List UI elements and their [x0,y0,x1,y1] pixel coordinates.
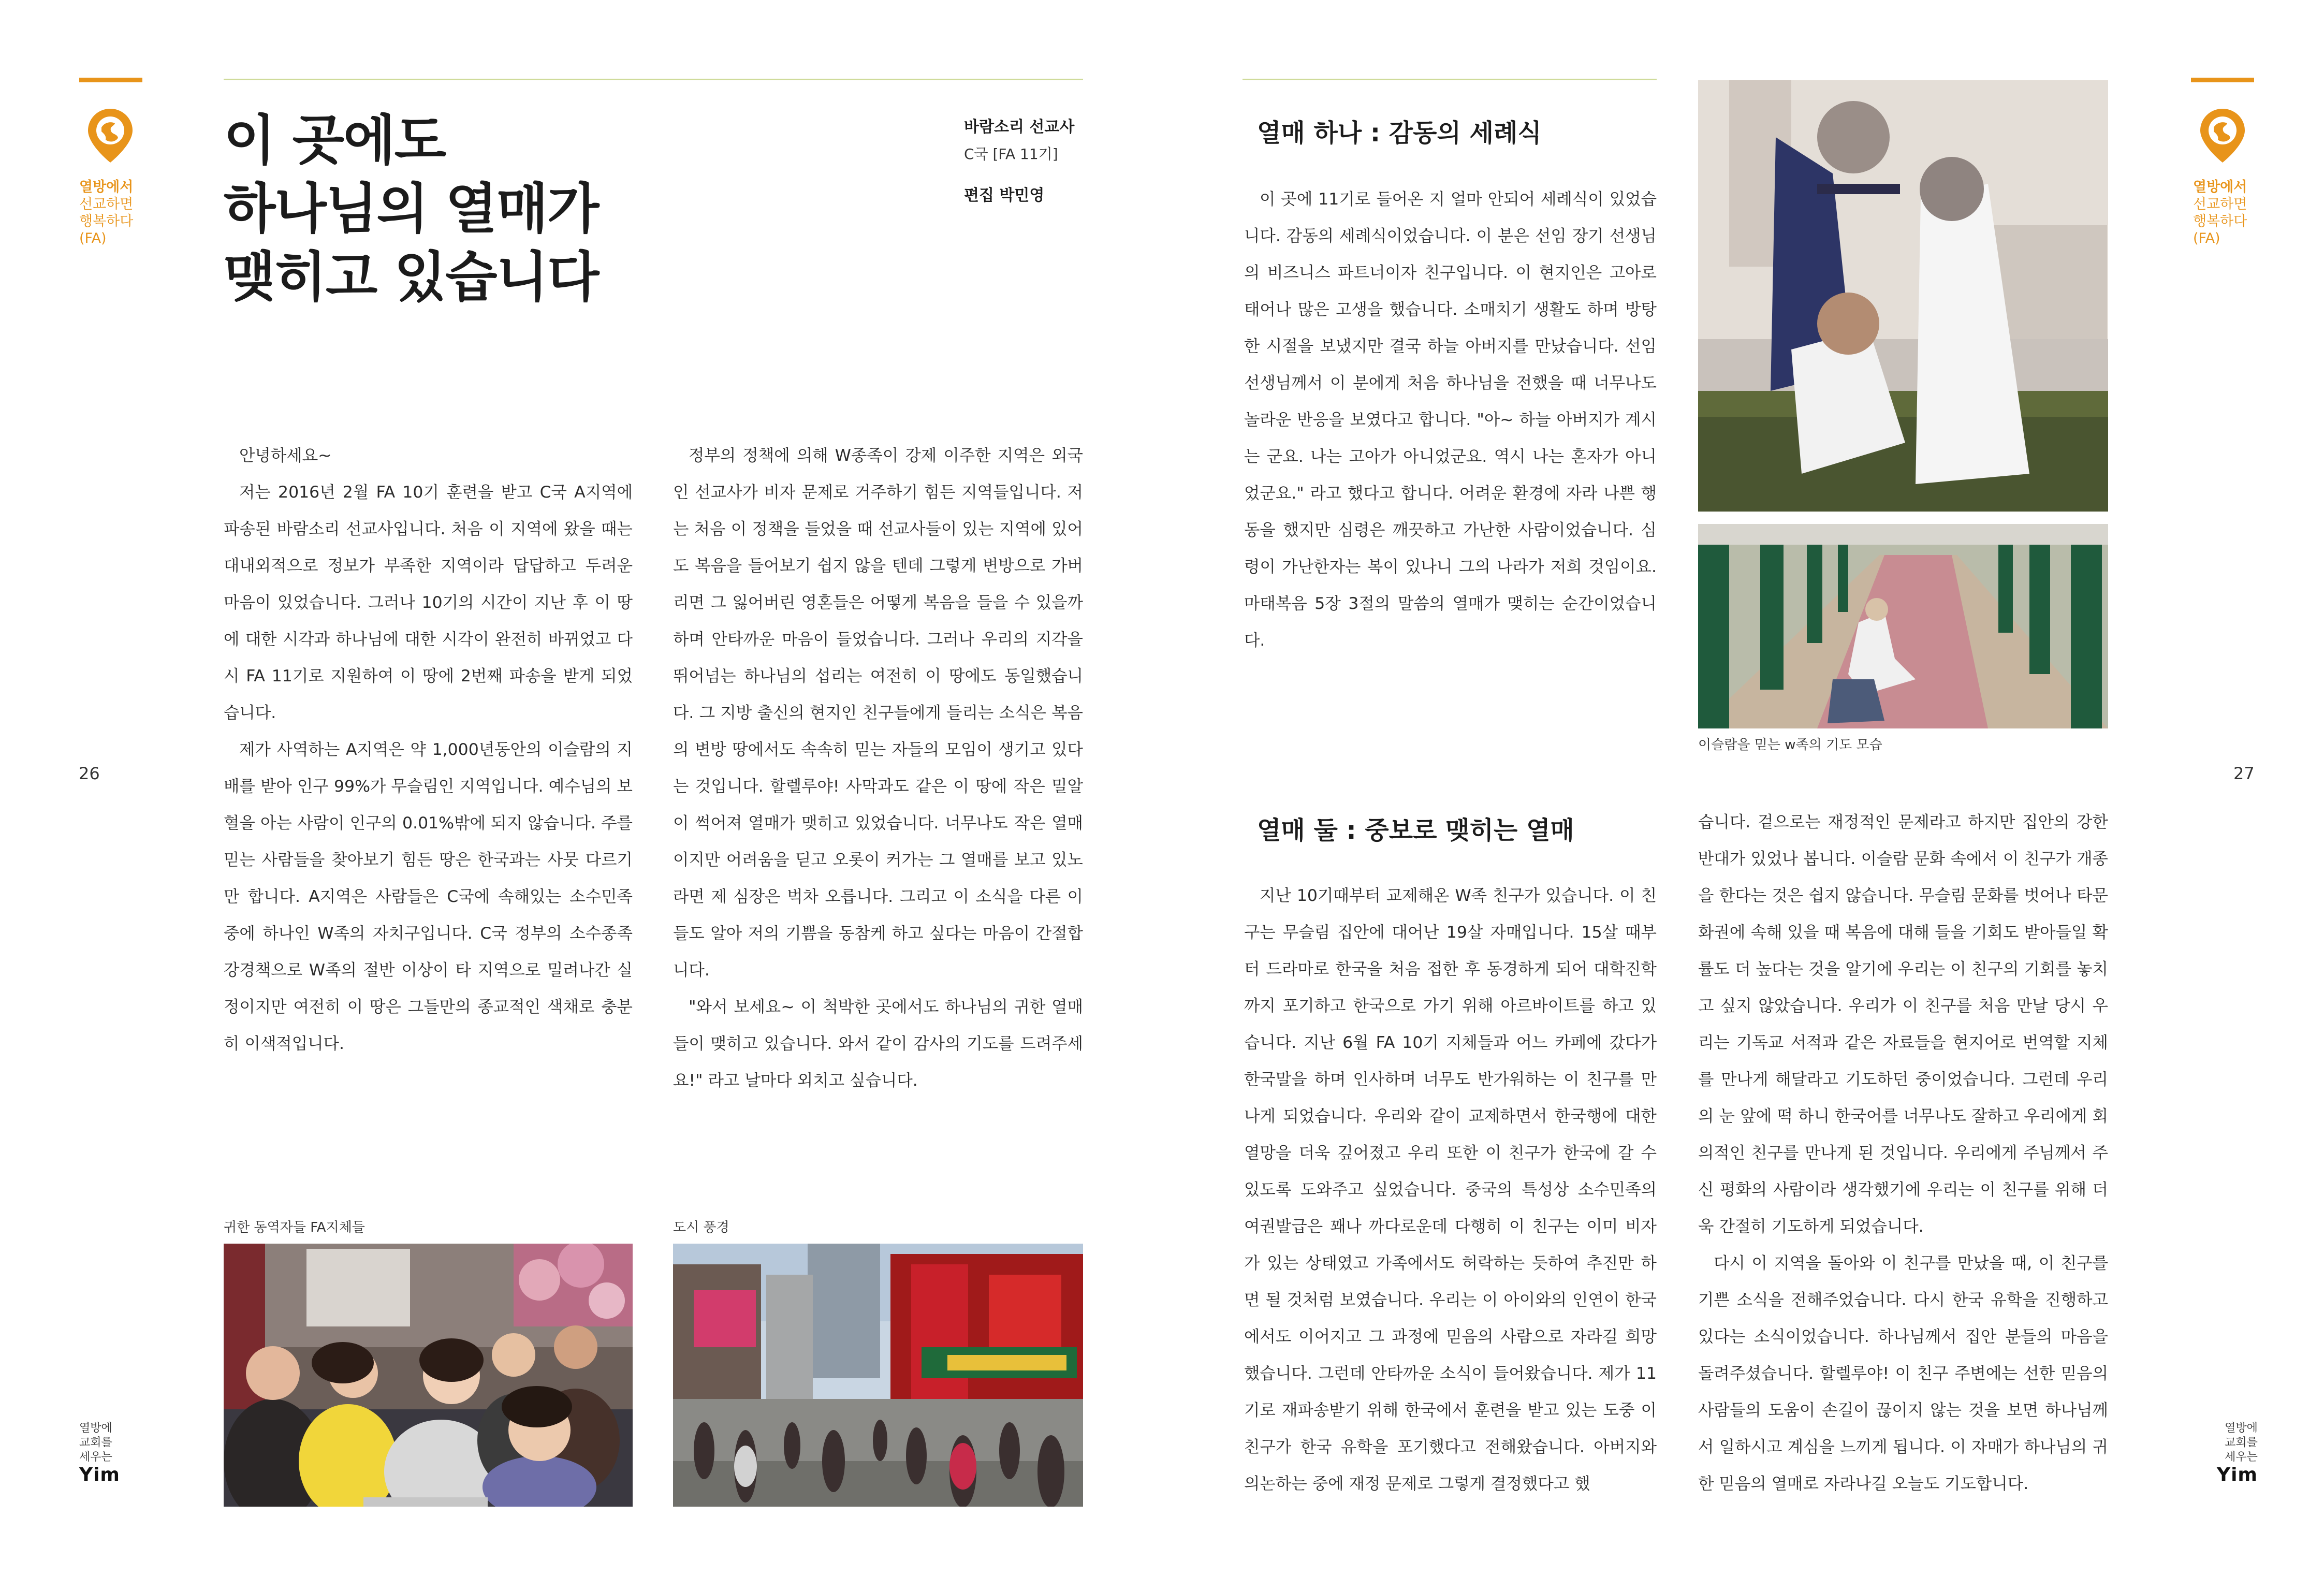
paragraph: 다시 이 지역을 돌아와 이 친구를 만났을 때, 이 친구를 기쁜 소식을 전해주었습니다. 다시 한국 유학을 진행하고 있다는 소식이었습니다. 하나님께서 집안 분들의 마음을 돌려주셨습니다. 할렐루야! 이 친구 주변에는 선한 믿음의 사람들의 도움이 손길이 끊이지 않는 것을 보면 하나님께서 일하시고 계심을 느끼게 됩니다. 이 자매가 하나님의 귀한 믿음의 열매로 자라나길 오늘도 기도합니다. [1698,1254,2108,1493]
section-label-line: 선교하면 [2193,196,2247,212]
article-title [224,106,897,311]
photo-caption-city: 도시 풍경 [673,1220,729,1235]
section-label-line: (FA) [2193,230,2220,246]
fruit-two-column-1 [1244,878,1657,1503]
left-column-1 [224,437,633,1062]
footer-logo-line: 열방에 [2225,1422,2258,1435]
group-selfie-photo [224,1244,633,1507]
paragraph: 이 곳에 11기로 들어온 지 얼마 안되어 세례식이 있었습니다. 감동의 세례식이었습니다. 이 분은 선임 장기 선생님의 비즈니스 파트너이자 친구입니다. 이 현지인은 고아로 태어나 많은 고생을 했습니다. 소매치기 생활도 하며 방탕한 시절을 보냈지만 결국 하늘 아버지를 만났습니다. 선임 선생님께서 이 분에게 처음 하나님을 전했을 때 너무나도 놀라운 반응을 보였다고 합니다. "아~ 하늘 아버지가 계시는 군요. 나는 고아가 아니었군요. 역시 나는 혼자가 아니었군요." 라고 했다고 합니다. 어려운 환경에 자라 나쁜 행동을 했지만 심령은 깨끗하고 가난한 사람이었습니다. 심령이 가난한자는 복이 있나니 그의 나라가 저희 것임이요. 마태복음 5장 3절의 말씀의 열매가 맺히는 순간이었습니다. [1244,190,1657,650]
editor-name: 편집 박민영 [964,186,1045,205]
footer-logo-line: 열방에 [79,1422,112,1435]
author-region: C국 [FA 11기] [964,145,1058,163]
footer-logo-right [2217,1421,2258,1485]
title-line: 하나님의 열매가 [224,177,598,240]
section-label-bold: 열방에서 [2193,179,2247,195]
paragraph: 저는 2016년 2월 FA 10기 훈련을 받고 C국 A지역에 파송된 바람소리 선교사입니다. 처음 이 지역에 왔을 때는 대내외적으로 정보가 부족한 지역이라 답답하고 두려운 마음이 있었습니다. 그러나 10기의 시간이 지난 후 이 땅에 대한 시각과 하나님에 대한 시각이 완전히 바뀌었고 다시 FA 11기로 지원하여 이 땅에 2번째 파송을 받게 되었습니다. [224,483,633,722]
footer-logo-line: 세우는 [79,1451,112,1464]
page-number-left: 26 [79,764,100,783]
fruit-one-text [1244,181,1657,659]
footer-logo-line: 세우는 [2225,1451,2258,1464]
right-accent-bar [2191,78,2254,82]
paragraph: "와서 보세요~ 이 척박한 곳에서도 하나님의 귀한 열매들이 맺히고 있습니다. 와서 같이 감사의 기도를 드려주세요!" 라고 날마다 외치고 싶습니다. [673,998,1083,1090]
paragraph: 안녕하세요~ [239,446,332,465]
fruit-two-heading: 열매 둘 : 중보로 맺히는 열매 [1257,816,1574,845]
paragraph: 습니다. 겉으로는 재정적인 문제라고 하지만 집안의 강한 반대가 있었나 봅니다. 이슬람 문화 속에서 이 친구가 개종을 한다는 것은 쉽지 않습니다. 무슬림 문화를 벗어나 타문화권에 속해 있을 때 복음에 대해 들을 기회도 받아들일 확률도 더 높다는 것을 알기에 우리는 이 친구의 기회를 놓치고 싶지 않았습니다. 우리가 이 친구를 처음 만날 당시 우리는 기독교 서적과 같은 자료들을 현지어로 번역할 지체를 만나게 해달라고 기도하던 중이었습니다. 그런데 우리의 눈 앞에 떡 하니 한국어를 너무나도 잘하고 우리에게 회의적인 친구를 만나게 된 것입니다. 우리에게 주님께서 주신 평화의 사람이라 생각했기에 우리는 이 친구를 위해 더욱 간절히 기도하게 되었습니다. [1698,813,2108,1236]
footer-logo-line: 교회를 [79,1436,112,1449]
title-line: 이 곳에도 [224,109,446,172]
yim-logo: Yim [2217,1464,2258,1485]
section-label [79,179,152,247]
photo-caption-group: 귀한 동역자들 FA지체들 [224,1220,365,1235]
title-line: 맺히고 있습니다 [224,245,598,309]
fruit-one-heading: 열매 하나 : 감동의 세례식 [1257,119,1542,148]
section-label-bold: 열방에서 [79,179,134,195]
top-rule-left [224,79,1083,80]
prayer-photo-caption: 이슬람을 믿는 w족의 기도 모습 [1698,737,1882,753]
section-label [2193,179,2265,247]
top-rule-right [1243,79,1657,80]
paragraph: 정부의 정책에 의해 W종족이 강제 이주한 지역은 외국인 선교사가 비자 문제로 거주하기 힘든 지역들입니다. 저는 처음 이 정책을 들었을 때 선교사들이 있는 지역에 있어도 복음을 들어보기 쉽지 않을 텐데 그렇게 변방으로 가버리면 그 잃어버린 영혼들은 어떻게 복음을 들을 수 있을까 하며 안타까운 마음이 들었습니다. 그러나 우리의 지각을 뛰어넘는 하나님의 섭리는 여전히 이 땅에도 동일했습니다. 그 지방 출신의 현지인 친구들에게 들리는 소식은 복음의 변방 땅에서도 속속히 믿는 자들의 모임이 생기고 있다는 것입니다. 할렐루야! 사막과도 같은 이 땅에 작은 밀알이 썩어져 열매가 맺히고 있었습니다. 너무나도 작은 열매이지만 어려움을 딛고 오롯이 커가는 그 열매를 보고 있노라면 제 심장은 벅차 오릅니다. 그리고 이 소식을 다른 이들도 알아 저의 기쁨을 동참케 하고 싶다는 마음이 간절합니다. [673,446,1083,980]
section-label-line: 행복하다 [79,213,134,229]
byline [964,114,1088,209]
left-accent-bar [79,78,142,82]
section-label-line: 선교하면 [79,196,134,212]
fruit-two-column-2 [1698,804,2108,1503]
paragraph: 제가 사역하는 A지역은 약 1,000년동안의 이슬람의 지배를 받아 인구 99%가 무슬림인 지역입니다. 예수님의 보혈을 아는 사람이 인구의 0.01%밖에 되지 않습니다. 주를 믿는 사람들을 찾아보기 힘든 땅은 한국과는 사뭇 다르기만 합니다. A지역은 사람들은 C국에 속해있는 소수민족 중에 하나인 W족의 자치구입니다. C국 정부의 소수종족 강경책으로 W족의 절반 이상이 타 지역으로 밀려나간 실정이지만 여전히 이 땅은 그들만의 종교적인 색채로 충분히 이색적입니다. [224,740,633,1053]
footer-logo-left [79,1421,120,1485]
paragraph: 지난 10기때부터 교제해온 W족 친구가 있습니다. 이 친구는 무슬림 집안에 대어난 19살 자매입니다. 15살 때부터 드라마로 한국을 처음 접한 후 동경하게 되어 대학진학까지 포기하고 한국으로 가기 위해 아르바이트를 하고 있습니다. 지난 6월 FA 10기 지체들과 어느 카페에 갔다가 한국말을 하며 인사하며 너무도 반가워하는 이 친구를 만나게 되었습니다. 우리와 같이 교제하면서 한국행에 대한 열망을 더욱 깊어졌고 우리 또한 이 친구가 한국에 갈 수 있도록 도와주고 싶었습니다. 중국의 특성상 소수민족의 여권발급은 꽤나 까다로운데 다행히 이 친구는 이미 비자가 있는 상태였고 가족에서도 허락하는 듯하여 추진만 하면 될 것처럼 보였습니다. 우리는 이 아이와의 인연이 한국에서도 이어지고 그 과정에 믿음의 사람으로 자라길 희망했습니다. 그런데 안타까운 소식이 들어왔습니다. 제가 11기로 재파송받기 위해 한국에서 훈련을 받고 있는 도중 이 친구가 한국 유학을 포기했다고 전해왔습니다. 아버지와 의논하는 중에 재정 문제로 그렇게 결정했다고 했 [1244,886,1657,1493]
city-street-photo [673,1244,1083,1507]
location-pin-icon [2200,109,2245,165]
section-label-line: 행복하다 [2193,213,2247,229]
footer-logo-line: 교회를 [2225,1436,2258,1449]
page-number-right: 27 [2233,764,2255,783]
yim-logo: Yim [79,1464,120,1485]
prayer-photo [1698,524,2108,728]
left-column-2 [673,437,1083,1099]
location-pin-icon [88,109,133,165]
author-name: 바람소리 선교사 [964,118,1075,136]
section-label-line: (FA) [79,230,107,246]
baptism-photo [1698,80,2108,512]
